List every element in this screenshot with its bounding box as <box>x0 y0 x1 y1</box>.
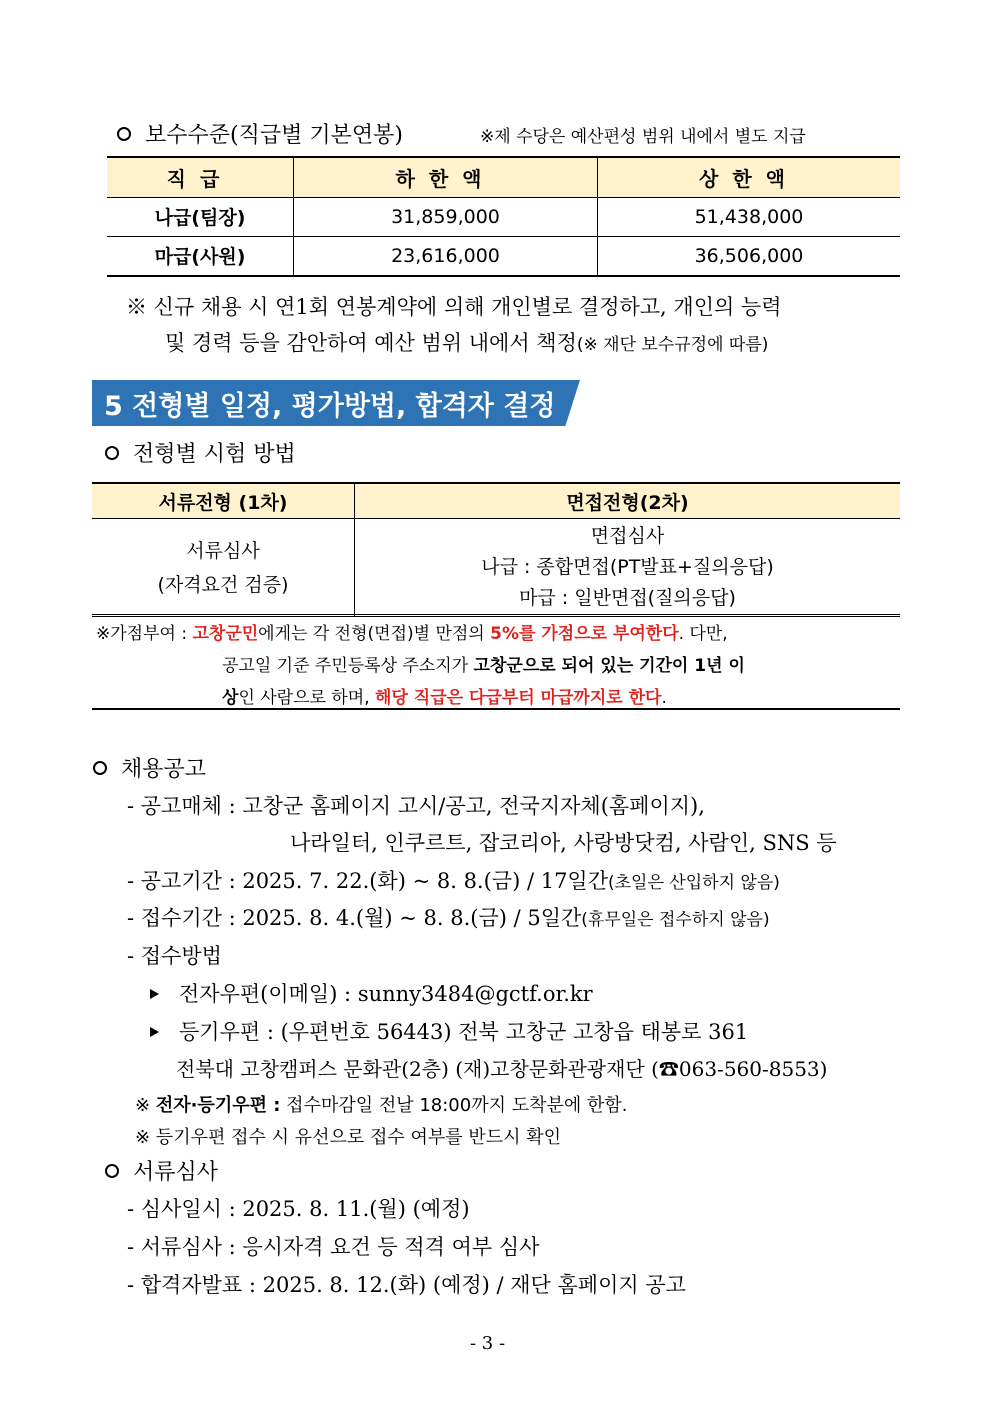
exam-table-header <box>92 483 900 519</box>
salary-heading: 보수수준(직급별 기본연봉) <box>117 118 403 149</box>
recruit-media-2: 나라일터, 인쿠르트, 잡코리아, 사랑방닷컴, 사람인, SNS 등 <box>290 831 837 855</box>
page-number: - 3 - <box>470 1333 506 1354</box>
grade-cell: 나급(팀장) <box>107 197 294 236</box>
recruit-mail: 등기우편 : (우편번호 56443) 전북 고창군 고창읍 태봉로 361 <box>150 1016 748 1046</box>
min-cell: 23,616,000 <box>294 236 598 276</box>
bonus-top-rule <box>92 614 900 615</box>
bonus-line-1: ※가점부여 : 고창군민에게는 각 전형(면접)별 만점의 5%를 가점으로 부여한다. 다만, <box>96 624 728 644</box>
bonus-bottom-rule <box>92 708 900 710</box>
col-min: 하한액 <box>294 157 598 197</box>
section-title: 5 전형별 일정, 평가방법, 합격자 결정 <box>104 391 556 422</box>
salary-remark-1: ※ 신규 채용 시 연1회 연봉계약에 의해 개인별로 결정하고, 개인의 능력 <box>126 295 782 319</box>
circle-bullet-icon <box>105 1164 119 1178</box>
salary-table <box>107 156 900 277</box>
min-cell: 31,859,000 <box>294 197 598 236</box>
recruit-note-2: ※ 등기우편 접수 시 유선으로 접수 여부를 반드시 확인 <box>135 1127 562 1148</box>
circle-bullet-icon <box>117 127 131 141</box>
exam-table <box>92 482 900 617</box>
salary-remark-2: 및 경력 등을 감안하여 예산 범위 내에서 책정(※ 재단 보수규정에 따름) <box>165 331 769 355</box>
doc-review-date: - 심사일시 : 2025. 8. 11.(월) (예정) <box>127 1197 470 1221</box>
col-max: 상한액 <box>598 157 901 197</box>
table-row <box>92 519 900 617</box>
table-row <box>107 236 900 276</box>
recruit-receipt: - 접수기간 : 2025. 8. 4.(월) ~ 8. 8.(금) / 5일간(휴무일은 접수하지 않음) <box>127 906 770 930</box>
bonus-line-3: 상인 사람으로 하며, 해당 직급은 다급부터 마급까지로 한다. <box>222 688 667 708</box>
exam-method-heading: 전형별 시험 방법 <box>105 437 296 468</box>
recruit-period: - 공고기간 : 2025. 7. 22.(화) ~ 8. 8.(금) / 17일간(초일은 산입하지 않음) <box>127 869 780 893</box>
recruit-email: 전자우편(이메일) : sunny3484@gctf.or.kr <box>150 978 593 1008</box>
doc-review-criteria: - 서류심사 : 응시자격 요건 등 적격 여부 심사 <box>127 1235 540 1259</box>
doc-review-heading: 서류심사 <box>105 1155 218 1186</box>
recruit-note-1: ※ 전자·등기우편 : 접수마감일 전날 18:00까지 도착분에 한함. <box>135 1095 628 1116</box>
circle-bullet-icon <box>105 446 119 460</box>
recruit-media: - 공고매체 : 고창군 홈페이지 고시/공고, 전국지자체(홈페이지), <box>127 794 705 818</box>
recruit-mail-2: 전북대 고창캠퍼스 문화관(2층) (재)고창문화관광재단 (☎063-560-8553) <box>176 1057 828 1081</box>
col-document: 서류전형 (1차) <box>92 483 355 519</box>
col-grade: 직급 <box>107 157 294 197</box>
recruit-heading: 채용공고 <box>93 752 206 783</box>
circle-bullet-icon <box>93 761 107 775</box>
triangle-bullet-icon <box>150 1027 159 1037</box>
table-row <box>107 197 900 236</box>
grade-cell: 마급(사원) <box>107 236 294 276</box>
salary-note: ※제 수당은 예산편성 범위 내에서 별도 지급 <box>480 127 806 147</box>
document-cell: 서류심사 (자격요건 검증) <box>92 519 355 617</box>
doc-review-announce: - 합격자발표 : 2025. 8. 12.(화) (예정) / 재단 홈페이지 공고 <box>127 1273 686 1297</box>
max-cell: 51,438,000 <box>598 197 901 236</box>
bonus-line-2: 공고일 기준 주민등록상 주소지가 고창군으로 되어 있는 기간이 1년 이 <box>222 656 745 676</box>
col-interview: 면접전형(2차) <box>355 483 901 519</box>
triangle-bullet-icon <box>150 989 159 999</box>
salary-table-header <box>107 157 900 197</box>
interview-cell: 면접심사 나급 : 종합면접(PT발표+질의응답) 마급 : 일반면접(질의응답) <box>355 519 901 617</box>
recruit-method: - 접수방법 <box>127 944 222 968</box>
max-cell: 36,506,000 <box>598 236 901 276</box>
